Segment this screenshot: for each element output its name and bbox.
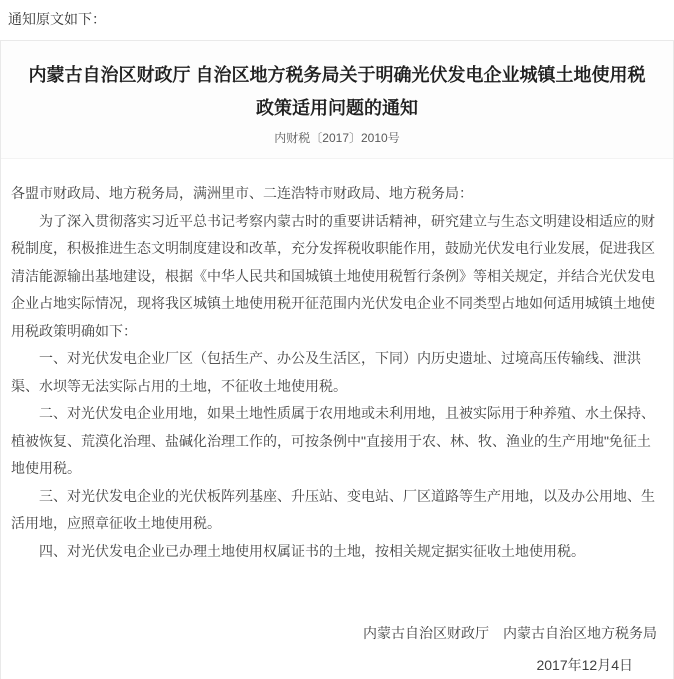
intro-label: 通知原文如下： [8,11,106,27]
document-number: 内财税〔2017〕2010号 [274,131,400,145]
issue-date: 2017年12月4日 [536,657,633,673]
paragraph-item-1: 一、对光伏发电企业厂区（包括生产、办公及生活区，下同）内历史遗址、过境高压传输线、泄洪渠、水坝等无法实际占用的土地，不征收土地使用税。 [11,350,641,394]
paragraph-item-2: 二、对光伏发电企业用地，如果土地性质属于农用地或未利用地，且被实际用于种养殖、水土保持、植被恢复、荒漠化治理、盐碱化治理工作的，可按条例中"直接用于农、林、牧、渔业的生产用地"免征土地使用税。 [11,405,655,476]
paragraph-intro: 为了深入贯彻落实习近平总书记考察内蒙古时的重要讲话精神，研究建立与生态文明建设相适应的财税制度，积极推进生态文明制度建设和改革，充分发挥税收职能作用，鼓励光伏发电行业发展，促进我区清洁能源输出基地建设，根据《中华人民共和国城镇土地使用税暂行条例》等相关规定，并结合光伏发电企业占地实际情况，现将我区城镇土地使用税开征范围内光伏发电企业不同类型占地如何适用城镇土地使用税政策明确如下： [11,212,655,339]
document-body [1,159,673,679]
document-title: 内蒙古自治区财政厅 自治区地方税务局关于明确光伏发电企业城镇土地使用税政策适用问题的通知 [28,65,646,118]
paragraph-item-4: 四、对光伏发电企业已办理土地使用权属证书的土地，按相关规定据实征收土地使用税。 [39,542,585,559]
paragraph-item-3: 三、对光伏发电企业的光伏板阵列基座、升压站、变电站、厂区道路等生产用地，以及办公用地、生活用地，应照章征收土地使用税。 [11,487,655,531]
document-header [1,41,673,159]
notice-document [0,40,674,679]
signature-block [11,617,663,679]
salutation: 各盟市财政局、地方税务局，满洲里市、二连浩特市财政局、地方税务局： [11,185,473,201]
issuing-agencies: 内蒙古自治区财政厅 内蒙古自治区地方税务局 [363,625,657,641]
